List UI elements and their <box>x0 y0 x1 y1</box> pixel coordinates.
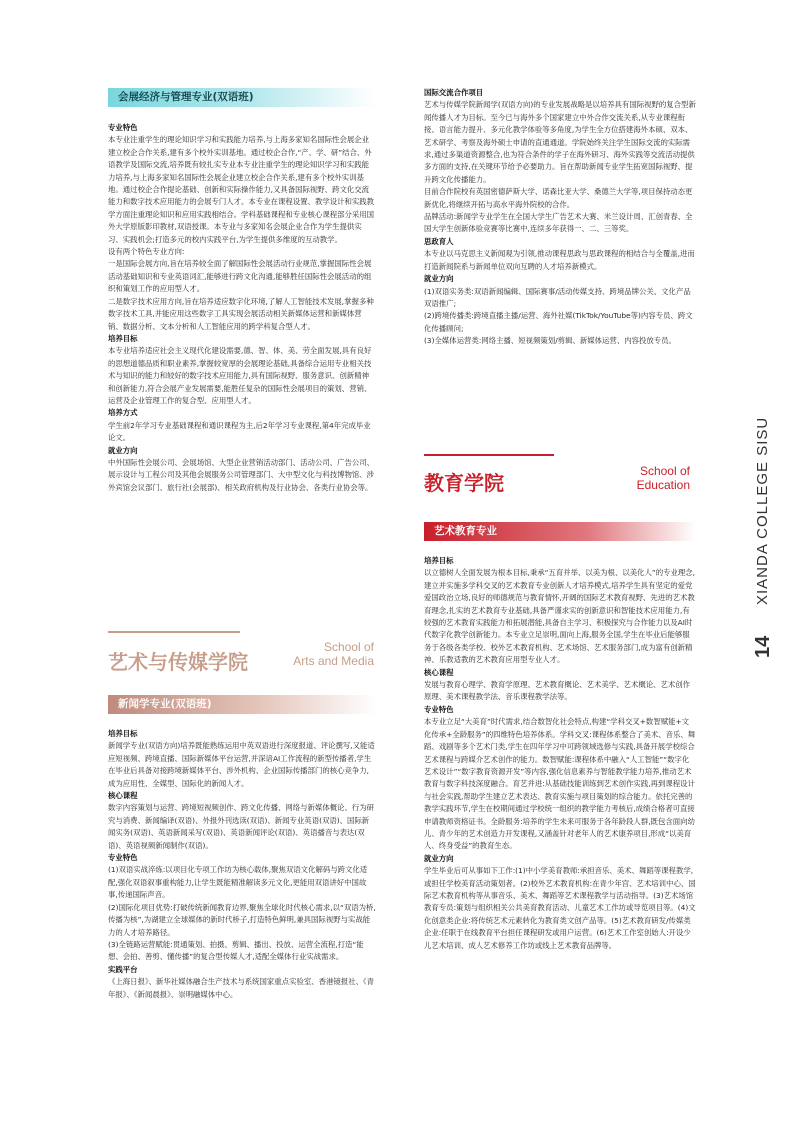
paragraph: 目前合作院校有英国密德萨斯大学、诺森比亚大学、桑德兰大学等,项目保持动态更新优化,将继续开拓与高水平海外院校的合作。 <box>424 187 693 209</box>
heading: 培养方式 <box>108 408 138 418</box>
paragraph: 发展与教育心理学、教育学原理、艺术教育概论、艺术美学、艺术概论、艺术创作原理、美术课程教学法、音乐课程教学法等。 <box>424 680 691 702</box>
school-title-arts-media: 艺术与传媒学院 <box>108 650 248 674</box>
college-name: XIANDA COLLEGE SISU <box>754 416 771 605</box>
paragraph: 本专业注重学生的理论知识学习和实践能力培养,与上海多家知名国际性会展企业建立校企合作关系,建有多个校外实训基地。通过校企合作,“产、学、研”结合、外语教学及国际交流,培养既有较扎实专业本专业注重学生的理论知识学习和实践能力培养,与上海多家知名国际性会展企业建立校企合作关系,建有多个校外实训基地。通过校企合作提论基础、创新和实际操作能力,又具备国际视野、跨文化交流能力和数字技术应用能力的会展专门人才。本专业在课程设置、教学设计和实践教学方面注重理论知识和应用实践相结合。学科基础课程和专业核心课程部分采用国外大学原版影印教材,双语授课。本专业与多家知名会展企业合作为学生提供实习、实践机会;打造多元的校内实践平台,为学生提供多维度的互动教学。 <box>108 135 375 244</box>
heading: 培养目标 <box>108 333 138 343</box>
heading: 核心课程 <box>424 667 454 677</box>
left-body-2 <box>108 728 376 1001</box>
left-body-1 <box>108 122 376 494</box>
heading: 就业方向 <box>424 274 454 284</box>
right-body-2 <box>424 555 696 952</box>
school-divider <box>108 631 240 633</box>
heading: 培养目标 <box>108 729 138 738</box>
page-number: 14 <box>752 635 774 658</box>
section-banner: 会展经济与管理专业(双语班) <box>108 88 376 107</box>
paragraph: (3)全媒体运营类:网络主播、短视频策划/剪辑、新媒体运营、内容投放专员。 <box>424 336 676 346</box>
school-en-line-2: Arts and Media <box>293 654 374 668</box>
paragraph: 学生前2年学习专业基础课程和通识课程为主,后2年学习专业课程,第4年完成毕业论文。 <box>108 420 371 443</box>
heading: 实践平台 <box>108 964 138 974</box>
section-journalism <box>108 695 376 714</box>
heading: 就业方向 <box>108 445 138 455</box>
paragraph: 学生毕业后可从事如下工作:(1)中小学美育教师:承担音乐、美术、舞蹈等课程教学,或担任学校美育活动策划者。(2)校外艺术教育机构:在青少年宫、艺术培训中心、国际艺术教育机构等从事音乐、美术、舞蹈等艺术课程教学与活动指导。(3)艺术场馆教育专员:策划与组织相关公共美育教育活动、儿童艺术工作坊或导览项目等。(4)文化创意类企业:将传统艺术元素转化为教育类文创产品等。(5)艺术教育研发/传媒类企业:任职于在线教育平台担任课程研发或用户运营。(6)艺术工作室创始人:开设少儿艺术培训、成人艺术修养工作坊或线上艺术教育品牌等。 <box>424 866 696 950</box>
paragraph: (1)双语实务类:双语新闻编辑、国际赛事/活动传媒支持、跨境品牌公关、文化产品双语推广; <box>424 286 691 308</box>
heading: 专业特色 <box>424 704 454 714</box>
section-banner: 新闻学专业(双语班) <box>108 695 376 714</box>
paragraph: (3)全链路运营赋能:贯通策划、拍摄、剪辑、播出、投放、运营全流程,打造“能想、会拍、善剪、懂传播”的复合型传媒人才,适配全媒体行业实战需求。 <box>108 939 364 962</box>
school-en-line-2: Education <box>636 478 690 492</box>
paragraph: 中外国际性会展公司、会展场馆、大型企业营销活动部门、活动公司、广告公司、展示设计与工程公司及其他会展服务公司管理部门、大中型文化与科技博物馆、涉外宾馆会议部门、旅行社(会展部)、相关政府机构及行业协会、各类行业协会等。 <box>108 457 375 492</box>
paragraph: 一是国际会展方向,旨在培养较全面了解国际性会展活动行业规范,掌握国际性会展活动基础知识和专业英语词汇,能够进行跨文化沟通,能够胜任国际性会展活动的组织和策划工作的应用型人才。 <box>108 259 372 294</box>
paragraph: (2)跨境传播类:跨境直播主播/运营、海外社媒(TikTok/YouTube等)内容专员、跨文化传播顾问; <box>424 311 693 333</box>
paragraph: 《上海日报》、新华社媒体融合生产技术与系统国家重点实验室、香港镜报社、《青年报》、《新闻晨报》、崇明融媒体中心。 <box>108 977 375 999</box>
paragraph: 新闻学专业(双语方向)培养既能熟练运用中英双语进行深度报道、评论撰写,又能适应短视频、跨境直播、国际新媒体平台运营,并深谙AI工作流程的新型传播者,学生在毕业后具备对接跨境新媒体平台、涉外机构、企业国际传播部门的核心竞争力,成为应用性、全媒型、国际化的新闻人才。 <box>108 741 375 788</box>
paragraph: 艺术与传媒学院新闻学(双语方向)的专业发展战略是以培养具有国际视野的复合型新闻传播人才为目标。至今已与海外多个国家建立中外合作交流关系,从专业课程衔接、语言能力提升、多元化教学体验等多角度,为学生全方位搭建海外本硕、双本、艺术研学、考察及海外硕士申请的直通通道。学院始终关注学生国际交流的实际需求,通过多渠道资源整合,也为符合条件的学子在海外研习、海外实践等交流活动提供多方面的支持,在关键环节给予必要助力。旨在帮助新闻专业学生拓宽国际视野、提升跨文化传播能力。 <box>424 100 696 184</box>
paragraph: 品牌活动:新闻学专业学生在全国大学生广告艺术大赛、米兰设计周、汇创青春、全国大学生创新体验竞赛等比赛中,连续多年获得一、二、三等奖。 <box>424 212 693 234</box>
paragraph: 本专业立足“大美育”时代需求,结合数智化社会特点,构建“学科交叉+数智赋能+文化传承+全龄服务”的四维特色培养体系。学科交叉:课程体系整合了美术、音乐、舞蹈、戏剧等多个艺术门类,学生在四年学习中可跨领域选修与实践,具备开展学校综合艺术课程与跨媒介艺术创作的能力。数智赋能:课程体系中融入“人工智能”“数字化艺术设计”“数字教育资源开发”等内容,强化信息素养与智能教学能力培养,推动艺术教育与数字科技深度融合。育艺并进:从基础技能训练到艺术创作实践,再到课程设计与社会实践,帮助学生建立艺术表达、教育实施与项目策划的综合能力。依托完善的教学实践环节,学生在校期间通过学校统一组织的教学能力考核后,成绩合格者可直接申请教师资格证书。全龄服务:培养的学生未来可服务于各年龄段人群,既包含面向幼儿、青少年的艺术创造力开发课程,又涵盖针对老年人的艺术康养项目,形成“以美育人、终身受益”的教育生态。 <box>424 717 696 851</box>
section-banner: 艺术教育专业 <box>424 522 696 541</box>
heading: 就业方向 <box>424 853 454 863</box>
side-label <box>746 270 786 660</box>
heading: 核心课程 <box>108 791 138 801</box>
paragraph: (2)国际化项目优势:打破传统新闻教育边界,聚焦全球化时代核心需求,以“双语为桥,传播为核”,为湖建立全球媒体的新时代桥子,打造特色鲜明,兼具国际视野与实战能力的人才培养路径。 <box>108 902 376 937</box>
heading: 培养目标 <box>424 556 454 565</box>
school-title-education: 教育学院 <box>424 471 504 495</box>
school-en-line-1: School of <box>323 640 374 654</box>
heading: 专业特色 <box>108 853 138 863</box>
paragraph: (1)双语实战淬炼:以项目化专项工作坊为核心载体,聚焦双语文化解码与跨文化适配,强化双语叙事重构能力,让学生既能精准解读多元文化,更能用双语讲好中国故事,传递国际声音。 <box>108 865 368 900</box>
paragraph: 以立德树人全面发展为根本目标,秉承“五育并举、以美为根、以美化人”的专业理念,建立并实施多学科交叉的艺术教育专业创新人才培养模式,培养学生具有坚定的爱党爱国政治立场,良好的师德规范与教育情怀,开阔的国际艺术教育视野、先进的艺术教育理念,扎实的艺术教育专业基础,具备严谨求实的创新意识和智能技术应用能力,有较强的艺术教育实践能力和拓展潜能,具备自主学习、积极探究与合作能力以及AI时代数字化教学创新能力。本专业立足崇明,面向上海,服务全国,学生在毕业后能够服务于各级各类学校、校外艺术教育机构、艺术场馆、艺术服务部门,成为富有创新精神、乐教适教的艺术教育应用型专业人才。 <box>424 568 696 665</box>
section-art-education <box>424 522 696 541</box>
paragraph: 设有两个特色专业方向: <box>108 247 185 257</box>
section-exhibition-economics <box>108 88 376 107</box>
right-body-1 <box>424 87 696 348</box>
paragraph: 数字内容策划与运营、跨境短视频创作、跨文化传播、网络与新媒体概论、行为研究与消费、新闻编译(双语)、外报外刊选读(双语)、新闻专业英语(双语)、国际新闻实务(双语)、英语新闻采写(双语)、英语新闻评论(双语)、英语播音与表达(双语)、英语视频新闻制作(双语)。 <box>108 803 375 850</box>
school-divider <box>424 454 554 456</box>
heading: 国际交流合作项目 <box>424 88 484 97</box>
paragraph: 二是数字技术应用方向,旨在培养适应数字化环境,了解人工智能技术发展,掌握多种数字技术工具,并能应用这些数字工具实现会展活动相关新媒体运营和新媒体营销、数据分析、文本分析和人工智能应用的跨学科复合型人才。 <box>108 296 374 331</box>
heading: 思政育人 <box>424 236 454 246</box>
paragraph: 本专业以马克思主义新闻观为引领,推动课程思政与思政课程的相结合与全覆盖,进而打造新闻院系与新闻单位双向互聘的人才培养新模式。 <box>424 249 695 271</box>
heading: 专业特色 <box>108 123 138 132</box>
school-en-line-1: School of <box>639 464 690 478</box>
paragraph: 本专业培养适应社会主义现代化建设需要,德、智、体、美、劳全面发展,具有良好的思想道德品质和职业素养,掌握较宽厚的会展理论基础,具备综合运用专业相关技术与知识的能力和较好的数字技术应用能力,具有国际视野、服务意识、创新精神和创新能力,符合会展产业发展需要,能胜任复杂的国际性会展项目的策划、营销、运营及企业管理工作的复合型、应用型人才。 <box>108 346 372 405</box>
